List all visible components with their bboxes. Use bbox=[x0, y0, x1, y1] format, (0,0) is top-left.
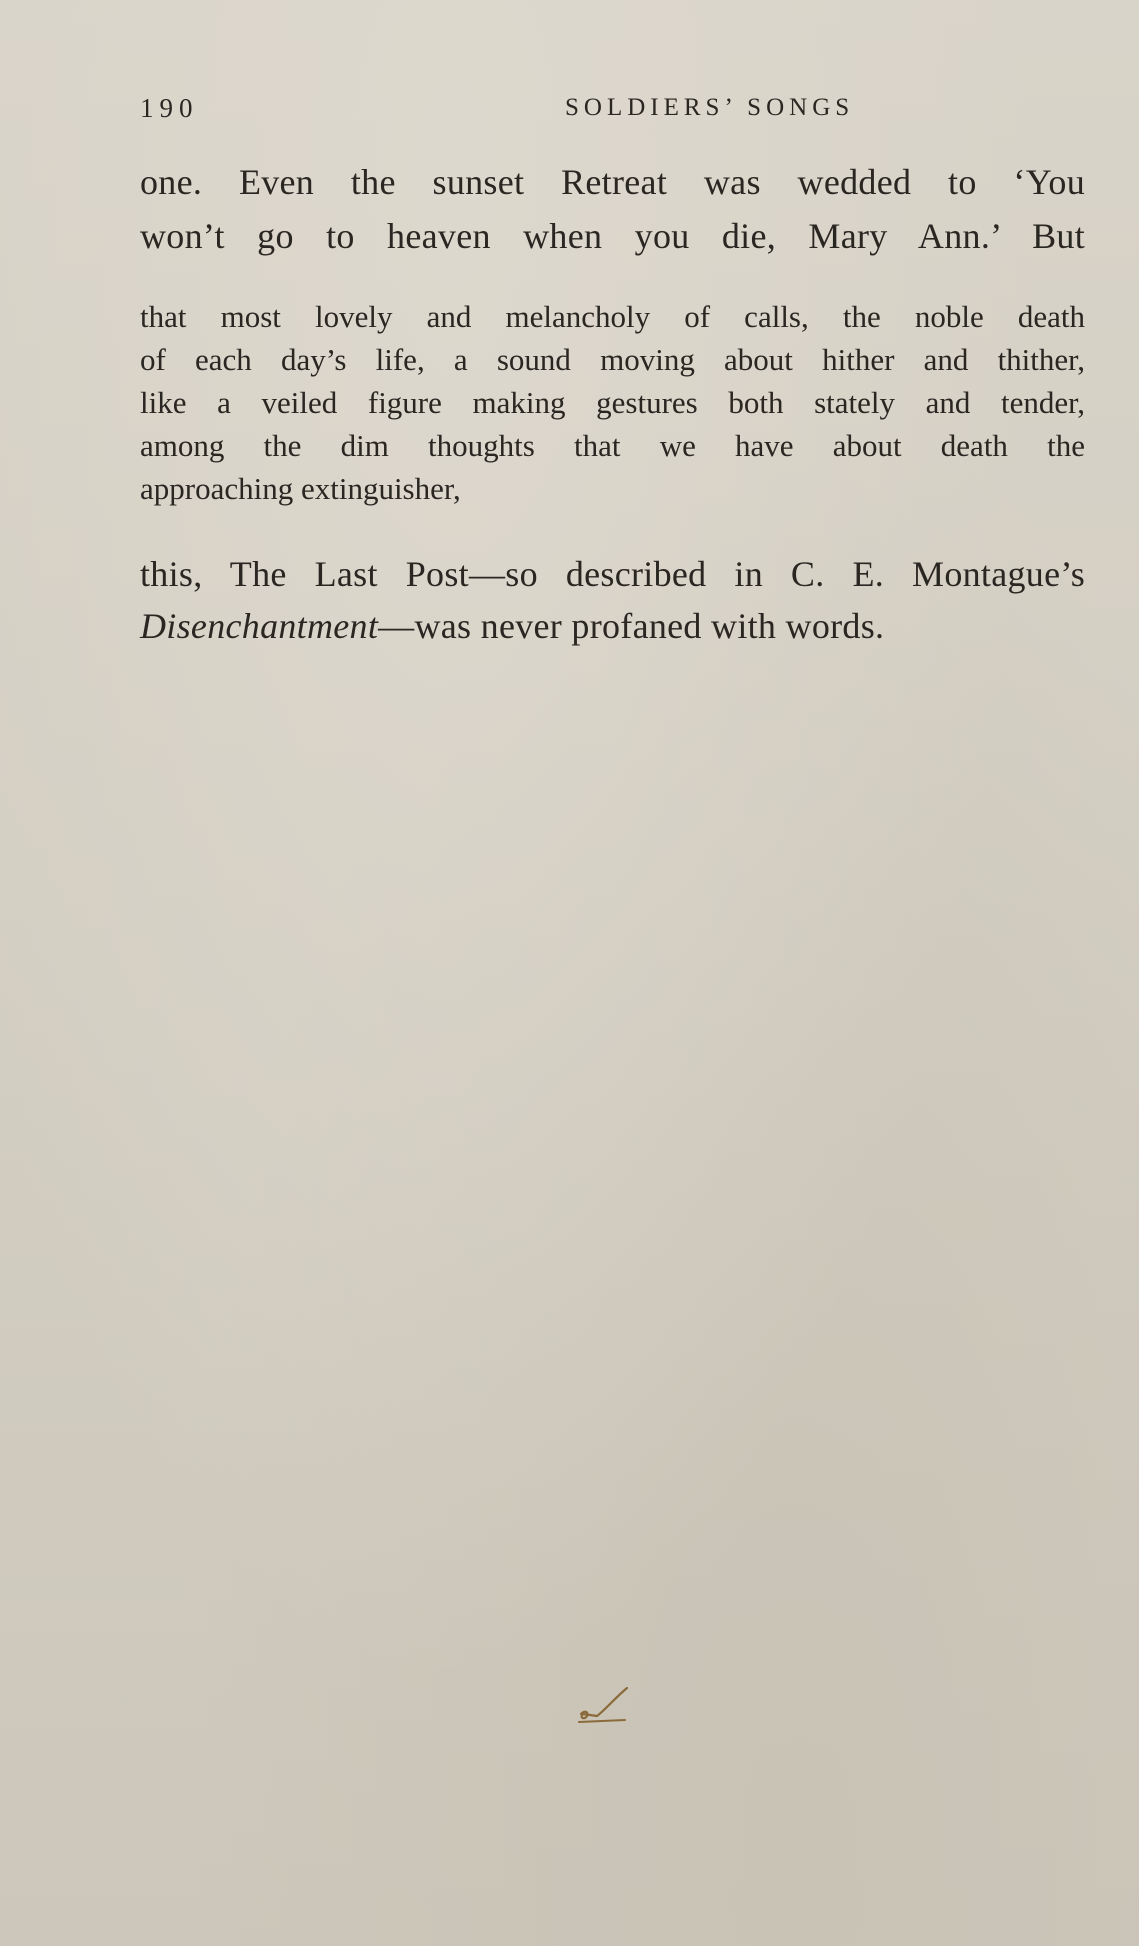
text-line: one. Even the sunset Retreat was wedded to ‘You bbox=[140, 162, 1085, 202]
page-header bbox=[140, 88, 1085, 128]
page-number: 190 bbox=[140, 93, 199, 123]
quote-line: like a veiled figure making gestures both stately and tender, bbox=[140, 385, 1085, 420]
text-line: won’t go to heaven when you die, Mary Ann.’ But bbox=[140, 216, 1085, 256]
running-head: SOLDIERS’ SONGS bbox=[565, 94, 855, 121]
text-line-with-title bbox=[140, 600, 1085, 652]
text-line: this, The Last Post—so described in C. E. Montague’s bbox=[140, 554, 1085, 594]
text-line-tail: —was never profaned with words. bbox=[378, 606, 885, 646]
pencil-checkmark-icon bbox=[575, 1680, 635, 1730]
paragraph-closing bbox=[140, 548, 1085, 652]
quote-line: approaching extinguisher, bbox=[140, 471, 461, 506]
quote-line: of each day’s life, a sound moving about hither and thither, bbox=[140, 342, 1085, 377]
book-title: Disenchantment bbox=[140, 606, 379, 646]
quote-line: among the dim thoughts that we have about death the bbox=[140, 428, 1085, 463]
paragraph-continuation bbox=[140, 155, 1085, 263]
block-quote bbox=[140, 295, 1085, 510]
quote-line: that most lovely and melancholy of calls, the noble death bbox=[140, 299, 1085, 334]
